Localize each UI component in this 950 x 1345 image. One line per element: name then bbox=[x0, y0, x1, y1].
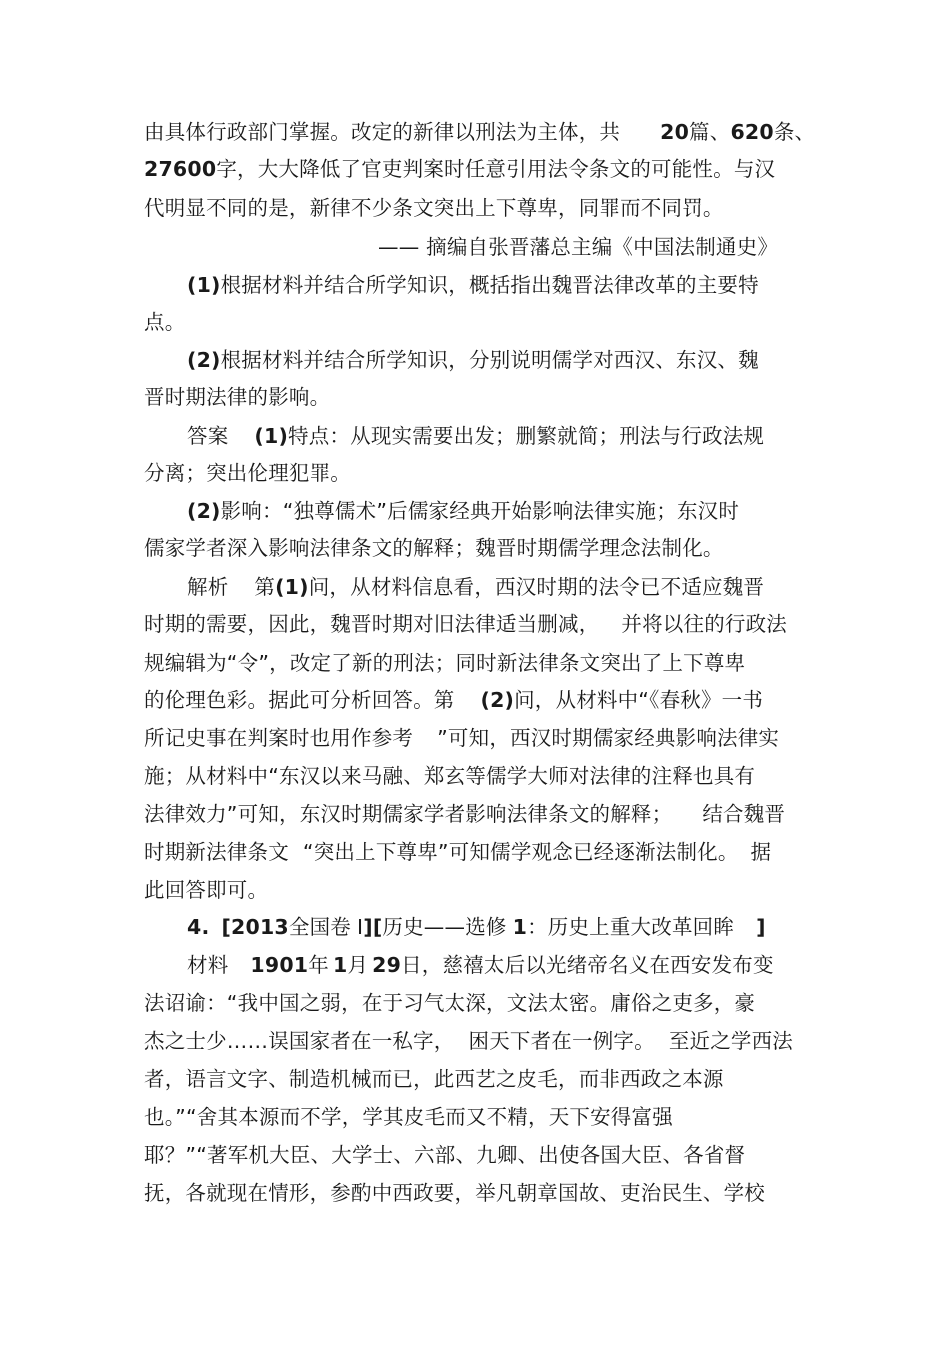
question-4-heading: 4. [2013全国卷 Ⅰ][历史——选修 1：历史上重大改革回眸 ] bbox=[187, 915, 766, 939]
analysis-line-8: 时期新法律条文 “突出上下尊卑”可知儒学观念已经逐渐法制化。 据 bbox=[144, 840, 772, 864]
question-2-cont: 晋时期法律的影响。 bbox=[144, 385, 331, 409]
material-line-4: 者，语言文字、制造机械而已，此西艺之皮毛，而非西政之本源 bbox=[144, 1067, 724, 1091]
text-line-1: 由具体行政部门掌握。改定的新律以刑法为主体，共 20篇、620条、 bbox=[144, 120, 816, 144]
material-line-2: 法诏谕：“我中国之弱，在于习气太深，文法太密。庸俗之吏多，豪 bbox=[144, 991, 756, 1015]
analysis-line-9: 此回答即可。 bbox=[144, 878, 269, 902]
text-line-2: 27600字，大大降低了官吏判案时任意引用法令条文的可能性。与汉 bbox=[144, 157, 776, 181]
answer-1-cont: 分离；突出伦理犯罪。 bbox=[144, 461, 351, 485]
analysis-line-4: 的伦理色彩。据此可分析回答。第 (2)问，从材料中“《春秋》一书 bbox=[144, 688, 764, 712]
analysis-line-2: 时期的需要，因此，魏晋时期对旧法律适当删减， 并将以往的行政法 bbox=[144, 612, 788, 636]
material-line-7: 抚，各就现在情形，参酌中西政要，举凡朝章国故、吏治民生、学校 bbox=[144, 1181, 765, 1205]
question-1-cont: 点。 bbox=[144, 310, 186, 334]
analysis-line-3: 规编辑为“令”，改定了新的刑法；同时新法律条文突出了上下尊卑 bbox=[144, 651, 746, 675]
material-line-3: 杰之士少……误国家者在一私字， 困天下者在一例字。 至近之学西法 bbox=[144, 1029, 794, 1053]
answer-2-line: (2)影响：“独尊儒术”后儒家经典开始影响法律实施；东汉时 bbox=[187, 499, 740, 523]
analysis-line-7: 法律效力”可知，东汉时期儒家学者影响法律条文的解释； 结合魏晋 bbox=[144, 802, 786, 826]
answer-1-line: 答案 (1)特点：从现实需要出发；删繁就简；刑法与行政法规 bbox=[187, 424, 765, 448]
answer-2-cont: 儒家学者深入影响法律条文的解释；魏晋时期儒学理念法制化。 bbox=[144, 536, 724, 560]
material-line-1: 材料 1901年 1月 29日，慈禧太后以光绪帝名义在西安发布变 bbox=[187, 953, 774, 977]
analysis-line-5: 所记史事在判案时也用作参考 ”可知，西汉时期儒家经典影响法律实 bbox=[144, 726, 780, 750]
question-1-line: (1)根据材料并结合所学知识，概括指出魏晋法律改革的主要特 bbox=[187, 273, 759, 297]
analysis-line-6: 施；从材料中“东汉以来马融、郑玄等儒学大师对法律的注释也具有 bbox=[144, 764, 756, 788]
question-2-line: (2)根据材料并结合所学知识，分别说明儒学对西汉、东汉、魏 bbox=[187, 348, 759, 372]
material-line-5: 也。”“舍其本源而不学，学其皮毛而又不精，天下安得富强 bbox=[144, 1105, 673, 1129]
citation-line: —— 摘编自张晋藩总主编《中国法制通史》 bbox=[378, 235, 779, 259]
analysis-line-1: 解析 第(1)问，从材料信息看，西汉时期的法令已不适应魏晋 bbox=[187, 575, 765, 599]
material-line-6: 耶？”“著军机大臣、大学士、六部、九卿、出使各国大臣、各省督 bbox=[144, 1143, 746, 1167]
text-line-3: 代明显不同的是，新律不少条文突出上下尊卑，同罪而不同罚。 bbox=[144, 196, 724, 220]
